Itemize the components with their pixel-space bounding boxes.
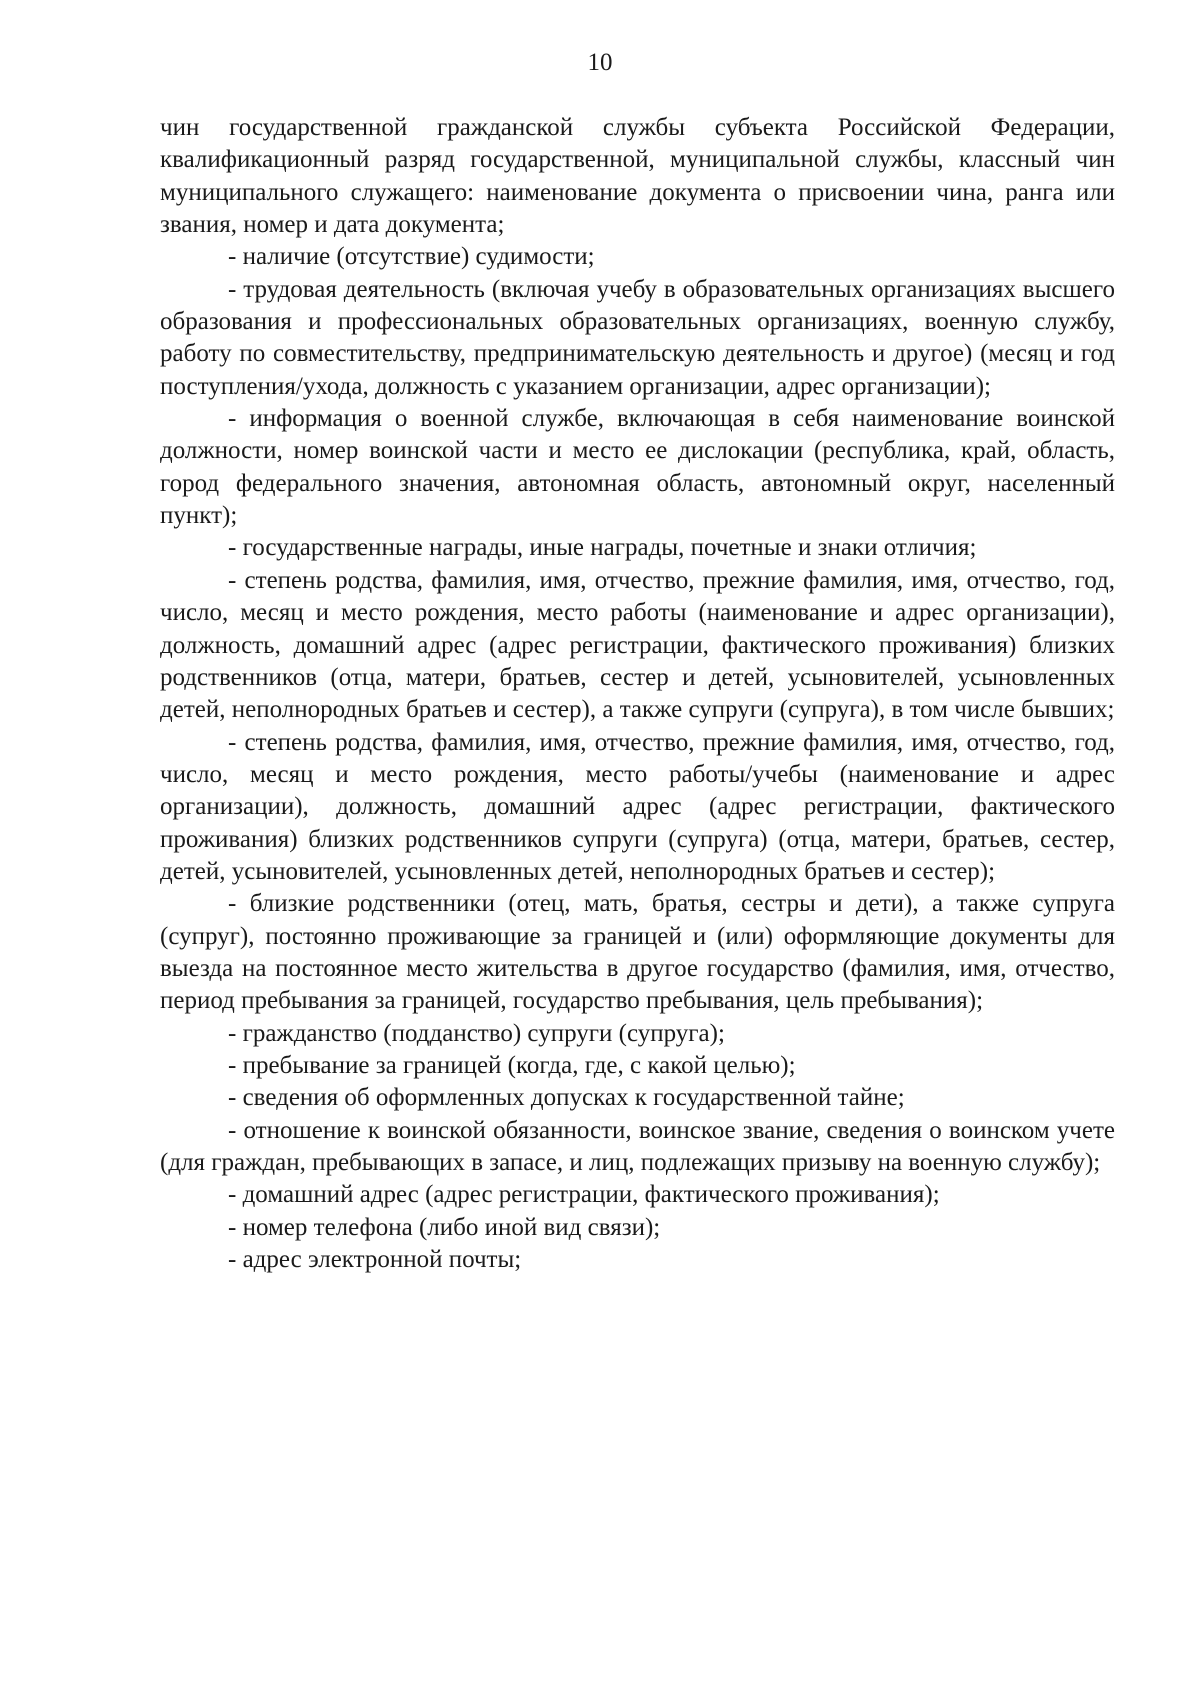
paragraph-home-address: - домашний адрес (адрес регистрации, фактического проживания);	[228, 1181, 940, 1209]
page-number: 10	[587, 49, 613, 76]
paragraph-spouse-citizenship: - гражданство (подданство) супруги (супруга);	[228, 1019, 725, 1047]
paragraph-military-registration: - отношение к воинской обязанности, воинское звание, сведения о воинском учете (для граждан, пребывающих в запасе, и лиц, подлежащих призыву на военную службу);	[160, 1116, 1115, 1176]
paragraph-relatives-abroad: - близкие родственники (отец, мать, братья, сестры и дети), а также супруга (супруг), постоянно проживающие за границей и (или) оформляющие документы для выезда на постоянное место жительства в другое государство (фамилия, имя, отчество, период пребывания за границей, государство пребывания, цель пребывания);	[160, 890, 1115, 1015]
paragraph-email: - адрес электронной почты;	[228, 1246, 522, 1274]
paragraph-phone-number: - номер телефона (либо иной вид связи);	[228, 1213, 661, 1241]
paragraph-military-service: - информация о военной службе, включающая в себя наименование воинской должности, номер воинской части и место ее дислокации (республика, край, область, город федерального значения, автономная область, автономный округ, населенный пункт);	[160, 405, 1115, 530]
paragraph-spouse-relatives: - степень родства, фамилия, имя, отчество, прежние фамилия, имя, отчество, год, число, месяц и место рождения, место работы/учебы (наименование и адрес организации), должность, домашний адрес (адрес регистрации, фактического проживания) близких родственников супруги (супруга) (отца, матери, братьев, сестер, детей, усыновителей, усыновленных детей, неполнородных братьев и сестер);	[160, 728, 1115, 885]
paragraph-awards: - государственные награды, иные награды, почетные и знаки отличия;	[228, 534, 977, 562]
paragraph-criminal-record: - наличие (отсутствие) судимости;	[228, 243, 595, 271]
paragraph-work-history: - трудовая деятельность (включая учебу в образовательных организациях высшего образования и профессиональных образовательных организациях, военную службу, работу по совместительству, предпринимательскую деятельность и другое) (месяц и год поступления/ухода, должность с указанием организации, адрес организации);	[160, 275, 1115, 400]
paragraph-rank-continuation: чин государственной гражданской службы субъекта Российской Федерации, квалификационный разряд государственной, муниципальной службы, классный чин муниципального служащего: наименование документа о присвоении чина, ранга или звания, номер и дата документа;	[160, 114, 1115, 239]
paragraph-close-relatives: - степень родства, фамилия, имя, отчество, прежние фамилия, имя, отчество, год, число, месяц и место рождения, место работы (наименование и адрес организации), должность, домашний адрес (адрес регистрации, фактического проживания) близких родственников (отца, матери, братьев, сестер и детей, усыновителей, усыновленных детей, неполнородных братьев и сестер), а также супруги (супруга), в том числе бывших;	[160, 566, 1115, 724]
paragraph-stay-abroad: - пребывание за границей (когда, где, с какой целью);	[228, 1051, 796, 1079]
paragraph-state-secret-clearance: - сведения об оформленных допусках к государственной тайне;	[228, 1084, 905, 1112]
document-body	[160, 112, 1115, 1276]
